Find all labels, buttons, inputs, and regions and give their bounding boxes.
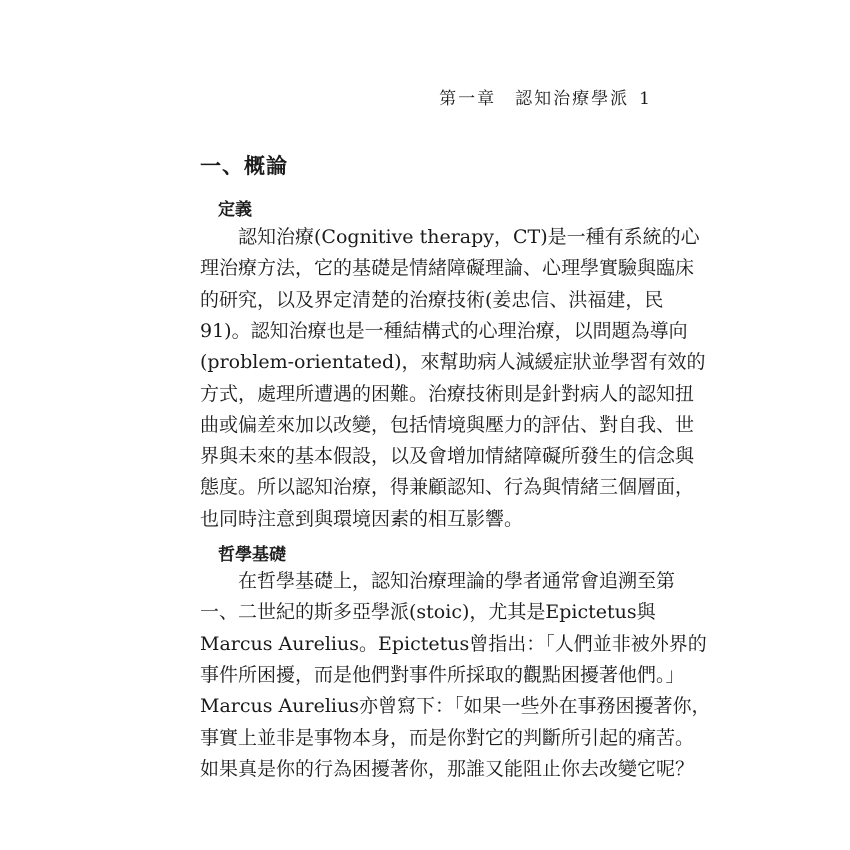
paragraph-line: (problem-orientated)，來幫助病人減緩症狀並學習有效的 (200, 351, 706, 374)
paragraph-line: 在哲學基礎上，認知治療理論的學者通常會追溯至第 (238, 570, 676, 592)
paragraph-line: 事件所困擾，而是他們對事件所採取的觀點困擾著他們。」 (200, 663, 685, 686)
chapter-title: 第一章 認知治療學派 (439, 89, 630, 109)
subsection-heading-philosophy: 哲學基礎 (218, 545, 286, 565)
paragraph-line: Marcus Aurelius。Epictetus曾指出：「人們並非被外界的 (200, 632, 707, 655)
section-title: 一、概論 (200, 154, 288, 178)
paragraph-line: 的研究，以及界定清楚的治療技術(姜忠信、洪福建，民 (200, 288, 664, 311)
paragraph-line: 認知治療(Cognitive therapy，CT)是一種有系統的心 (238, 226, 700, 248)
paragraph-line: 界與未來的基本假設，以及會增加情緒障礙所發生的信念與 (200, 445, 695, 468)
paragraph-line: 91)。認知治療也是一種結構式的心理治療，以問題為導向 (200, 319, 688, 342)
paragraph-line: 如果真是你的行為困擾著你，那誰又能阻止你去改變它呢？ (200, 757, 695, 780)
paragraph-line: 曲或偏差來加以改變，包括情境與壓力的評估、對自我、世 (200, 413, 695, 436)
paragraph-line: 事實上並非是事物本身，而是你對它的判斷所引起的痛苦。 (200, 726, 695, 749)
paragraph-line: 一、二世紀的斯多亞學派(stoic)，尤其是Epictetus與 (200, 601, 656, 624)
paragraph-line: 態度。所以認知治療，得兼顧認知、行為與情緒三個層面， (200, 476, 695, 499)
paragraph-line: 也同時注意到與環境因素的相互影響。 (200, 507, 524, 530)
subsection-heading-definition: 定義 (218, 200, 252, 220)
paragraph-line: 方式，處理所遭遇的困難。治療技術則是針對病人的認知扭 (200, 382, 695, 405)
paragraph-line: Marcus Aurelius亦曾寫下：「如果一些外在事務困擾著你， (200, 695, 711, 718)
running-head (439, 84, 652, 109)
paragraph-line: 理治療方法，它的基礎是情緒障礙理論、心理學實驗與臨床 (200, 257, 695, 280)
page-number: 1 (639, 89, 652, 109)
